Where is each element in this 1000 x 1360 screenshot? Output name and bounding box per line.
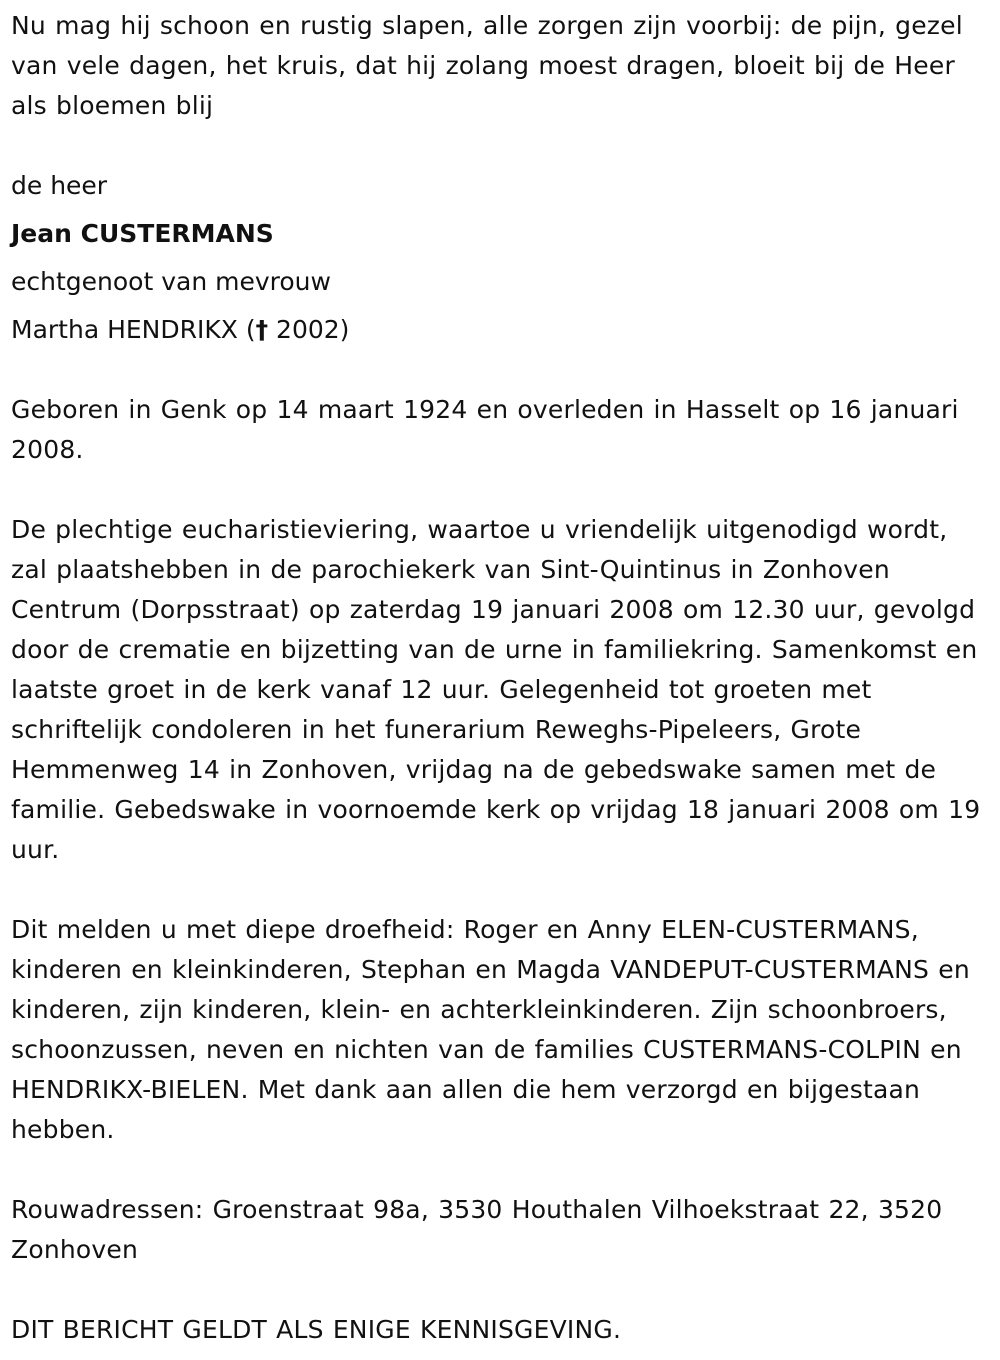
spacer bbox=[11, 1150, 988, 1190]
spouse-name bbox=[11, 310, 988, 350]
ceremony-text: De plechtige eucharistieviering, waartoe u vriendelijk uitgenodigd wordt, zal plaatshebben in de parochiekerk van Sint-Quintinus in Zonhoven Centrum (Dorpsstraat) op zaterdag 19 januari 2008 om 12.30 uur, gevolgd door de crematie en bijzetting van de urne in familiekring. Samenkomst en laatste groet in de kerk vanaf 12 uur. Gelegenheid tot groeten met schriftelijk condoleren in het funerarium Reweghs-Pipeleers, Grote Hemmenweg 14 in Zonhoven, vrijdag na de gebedswake samen met de familie. Gebedswake in voornoemde kerk op vrijdag 18 januari 2008 om 19 uur. bbox=[11, 515, 981, 864]
spacer bbox=[11, 126, 988, 166]
spacer bbox=[11, 350, 988, 390]
spacer bbox=[11, 470, 988, 510]
poem-text: Nu mag hij schoon en rustig slapen, alle zorgen zijn voorbij: de pijn, gezel van vele dagen, het kruis, dat hij zolang moest dragen, bloeit bij de Heer als bloemen blij bbox=[11, 11, 963, 120]
spouse-name-suffix: 2002) bbox=[268, 315, 350, 344]
birth-death-text: Geboren in Genk op 14 maart 1924 en overleden in Hasselt op 16 januari 2008. bbox=[11, 395, 959, 464]
cross-icon: † bbox=[255, 315, 269, 344]
spacer bbox=[11, 870, 988, 910]
spouse-name-prefix: Martha HENDRIKX ( bbox=[11, 315, 256, 344]
notice-text: DIT BERICHT GELDT ALS ENIGE KENNISGEVING. bbox=[11, 1315, 622, 1344]
family-text: Dit melden u met diepe droefheid: Roger en Anny ELEN-CUSTERMANS, kinderen en kleinkinderen, Stephan en Magda VANDEPUT-CUSTERMANS en kinderen, zijn kinderen, klein- en achterkleinkinderen. Zijn schoonbroers, schoonzussen, neven en nichten van de families CUSTERMANS-COLPIN en HENDRIKX-BIELEN. Met dank aan allen die hem verzorgd en bijgestaan hebben. bbox=[11, 915, 970, 1144]
addresses-text: Rouwadressen: Groenstraat 98a, 3530 Houthalen Vilhoekstraat 22, 3520 Zonhoven bbox=[11, 1195, 943, 1264]
spouse-label: echtgenoot van mevrouw bbox=[11, 267, 331, 296]
title-prefix: de heer bbox=[11, 171, 108, 200]
deceased-name: Jean CUSTERMANS bbox=[11, 219, 274, 248]
spacer bbox=[11, 1270, 988, 1310]
